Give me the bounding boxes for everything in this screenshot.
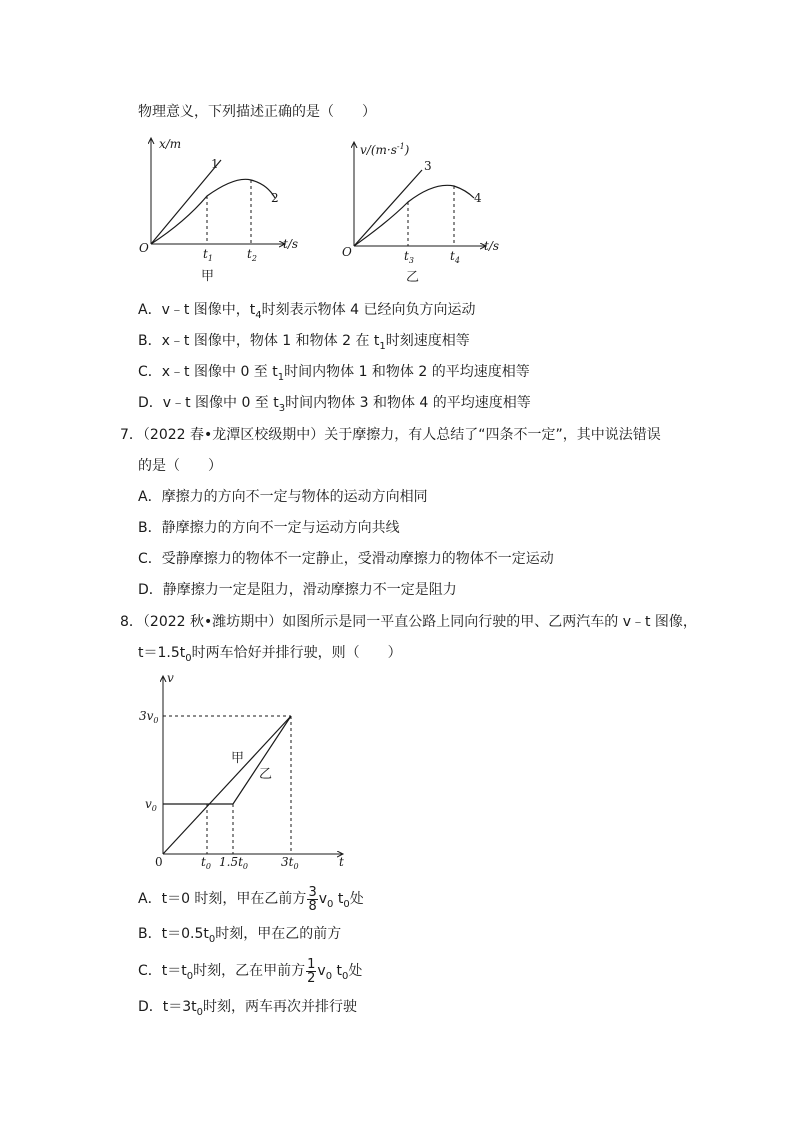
curve-1 [151,160,221,244]
q7-option-c: C．受静摩擦力的物体不一定静止，受滑动摩擦力的物体不一定运动 [138,551,554,567]
q7-stem-line2: 的是（ ） [138,458,222,474]
q6-stem: 物理意义，下列描述正确的是（ ） [138,104,376,120]
y-axis-label: v [167,671,174,685]
tick-3v0: $3v_0$ [139,709,159,725]
q6-option-b: B．x﹣t 图像中，物体 1 和物体 2 在 $t_1$时刻速度相等 [138,333,470,352]
curve-1-label: 1 [211,157,219,171]
q8-option-c: C．$t=t_0$时刻，乙在甲前方 $\frac{1}{2}$ $v_0$ $t_0$处 [138,956,363,986]
q6-option-c: C．x﹣t 图像中 0 至 $t_1$时间内物体 1 和物体 2 的平均速度相等 [138,364,530,383]
q8-option-b: B．$t=0.5t_0$时刻，甲在乙的前方 [138,926,342,945]
t3-label: $t_3$ [404,249,414,265]
caption-yi: 乙 [406,270,420,285]
fraction-3-8: $\frac{3}{8}$ [308,884,317,914]
fraction-1-2: $\frac{1}{2}$ [307,956,316,986]
y-axis-label: x/m [159,137,182,151]
curve-3 [354,170,422,246]
label-yi: 乙 [259,767,273,782]
t1-label: $t_1$ [203,247,213,263]
q6-figure-yi [338,130,518,285]
q6-option-d: D．v﹣t 图像中 0 至 $t_3$时间内物体 3 和物体 4 的平均速度相等 [138,395,531,414]
caption-jia: 甲 [201,269,215,284]
tick-t0: $t_0$ [201,855,211,870]
q7-option-b: B．静摩擦力的方向不一定与运动方向共线 [138,520,400,536]
q6-option-a: A．v﹣t 图像中，$t_4$时刻表示物体 4 已经向负方向运动 [138,302,476,321]
line-yi [163,716,291,804]
q7-option-d: D．静摩擦力一定是阻力，滑动摩擦力不一定是阻力 [138,582,457,598]
q7-stem-line1: 7．（2022 春•龙潭区校级期中）关于摩擦力，有人总结了“四条不一定”，其中说法错误 [120,427,661,443]
t4-label: $t_4$ [450,249,460,265]
curve-4-label: 4 [474,191,482,205]
q7-option-a: A．摩擦力的方向不一定与物体的运动方向相同 [138,489,428,505]
q8-stem-line1: 8．（2022 秋•潍坊期中）如图所示是同一平直公路上同向行驶的甲、乙两汽车的 v﹣t 图像， [120,614,697,630]
curve-3-label: 3 [424,159,432,173]
t2-label: $t_2$ [247,247,257,263]
tick-v0: $v_0$ [145,797,157,813]
q8-stem-line2: $t=1.5t_0$时两车恰好并排行驶，则（ ） [138,645,402,664]
q8-option-d: D．$t=3t_0$时刻，两车再次并排行驶 [138,999,358,1018]
curve-2 [151,179,275,244]
q8-option-a: A．t＝0 时刻，甲在乙前方 $\frac{3}{8}$ $v_0$ $t_0$处 [138,884,364,914]
origin-label: 0 [155,855,163,869]
tick-15t0: $1.5t_0$ [219,855,248,870]
q8-figure [135,670,355,870]
x-axis-label: t/s [484,239,500,253]
y-axis-label: $v/(m\cdot s^{-1})$ [360,142,410,157]
line-jia [163,716,291,854]
origin-label: O [342,245,352,259]
curve-4 [354,185,474,246]
curve-2-label: 2 [271,191,279,205]
tick-3t0: $3t_0$ [281,855,299,870]
x-axis-label: t [339,855,344,869]
q6-figure-jia [135,130,315,285]
origin-label: O [139,241,149,255]
label-jia: 甲 [231,751,245,766]
x-axis-label: t/s [283,237,299,251]
